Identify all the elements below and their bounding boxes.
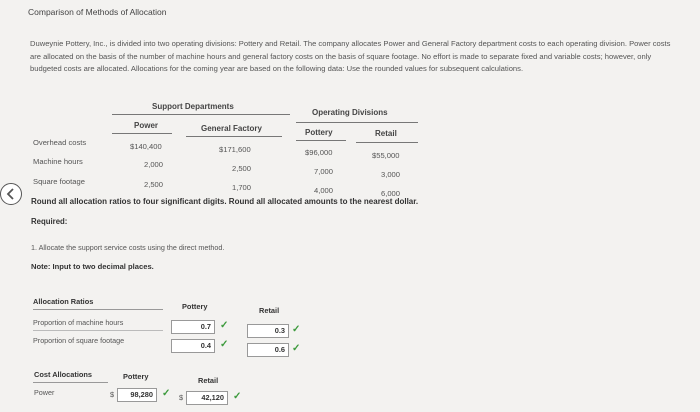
cell-overhead-retail: $55,000 bbox=[372, 151, 400, 160]
currency-symbol-retail: $ bbox=[179, 393, 184, 402]
row-label-machine-hours: Machine hours bbox=[33, 157, 83, 166]
cell-mh-general: 2,500 bbox=[232, 164, 252, 173]
cost-alloc-row-power: Power bbox=[34, 388, 55, 397]
col-retail: Retail bbox=[375, 129, 397, 138]
check-icon: ✓ bbox=[220, 320, 229, 331]
input-sf-retail[interactable]: 0.6 bbox=[247, 343, 289, 357]
rule-support bbox=[112, 114, 290, 115]
check-icon: ✓ bbox=[292, 343, 301, 354]
rule-general bbox=[186, 136, 282, 137]
ratios-col-pottery: Pottery bbox=[182, 302, 208, 311]
rule-power bbox=[112, 133, 172, 134]
cell-overhead-pottery: $96,000 bbox=[305, 148, 333, 157]
cell-sf-pottery: 4,000 bbox=[314, 186, 334, 195]
ratios-header: Allocation Ratios bbox=[33, 297, 94, 306]
question-1: 1. Allocate the support service costs using the direct method. bbox=[31, 243, 225, 252]
cell-sf-power: 2,500 bbox=[144, 180, 164, 189]
back-button[interactable] bbox=[0, 183, 22, 205]
row-label-square-footage: Square footage bbox=[33, 177, 85, 186]
cell-sf-general: 1,700 bbox=[232, 183, 252, 192]
cell-mh-retail: 3,000 bbox=[381, 170, 401, 179]
cell-overhead-general: $171,600 bbox=[219, 145, 251, 154]
rule-retail bbox=[356, 142, 418, 143]
ratios-row-divider bbox=[33, 330, 163, 331]
chevron-left-icon bbox=[6, 188, 16, 200]
cost-alloc-rule bbox=[33, 382, 108, 383]
input-mh-pottery[interactable]: 0.7 bbox=[171, 320, 215, 334]
input-sf-pottery[interactable]: 0.4 bbox=[171, 339, 215, 353]
cell-mh-power: 2,000 bbox=[144, 160, 164, 169]
input-mh-retail[interactable]: 0.3 bbox=[247, 324, 289, 338]
ratios-rule bbox=[33, 309, 163, 310]
cell-sf-retail: 6,000 bbox=[381, 189, 401, 198]
col-pottery: Pottery bbox=[305, 128, 333, 137]
currency-symbol-pottery: $ bbox=[110, 390, 115, 399]
cost-alloc-header: Cost Allocations bbox=[34, 370, 93, 379]
problem-intro: Duweynie Pottery, Inc., is divided into two operating divisions: Pottery and Retail. The company allocates Power and General Factory department costs to each operating division. Power costs are allocated on the basis of the number of machine hours and general factory costs on the basis of square footage. No effort is made to separate fixed and variable costs; however, only budgeted costs are allocated. Allocations for the coming year are based on the following data: Use the rounded values for subsequent calculations. bbox=[30, 39, 671, 73]
check-icon: ✓ bbox=[292, 324, 301, 335]
check-icon: ✓ bbox=[220, 339, 229, 350]
cost-alloc-col-retail: Retail bbox=[198, 376, 219, 385]
input-power-retail[interactable]: 42,120 bbox=[186, 391, 228, 405]
rule-pottery bbox=[296, 140, 346, 141]
input-power-pottery[interactable]: 98,280 bbox=[117, 388, 157, 402]
note: Note: Input to two decimal places. bbox=[31, 262, 154, 271]
page-title: Comparison of Methods of Allocation bbox=[28, 7, 167, 17]
ratios-row1-label: Proportion of machine hours bbox=[33, 318, 124, 327]
check-icon: ✓ bbox=[162, 388, 171, 399]
cell-mh-pottery: 7,000 bbox=[314, 167, 334, 176]
ratios-row2-label: Proportion of square footage bbox=[33, 336, 125, 345]
cell-overhead-power: $140,400 bbox=[130, 142, 162, 151]
rule-operating bbox=[296, 122, 418, 123]
header-operating-divisions: Operating Divisions bbox=[312, 108, 388, 117]
header-support-departments: Support Departments bbox=[152, 102, 234, 111]
row-label-overhead: Overhead costs bbox=[33, 138, 87, 147]
check-icon: ✓ bbox=[233, 391, 242, 402]
required-label: Required: bbox=[31, 217, 68, 226]
col-general-factory: General Factory bbox=[201, 124, 262, 133]
rounding-instruction: Round all allocation ratios to four significant digits. Round all allocated amounts to the nearest dollar. bbox=[31, 197, 419, 206]
col-power: Power bbox=[134, 121, 159, 130]
cost-alloc-col-pottery: Pottery bbox=[123, 372, 149, 381]
ratios-col-retail: Retail bbox=[259, 306, 280, 315]
